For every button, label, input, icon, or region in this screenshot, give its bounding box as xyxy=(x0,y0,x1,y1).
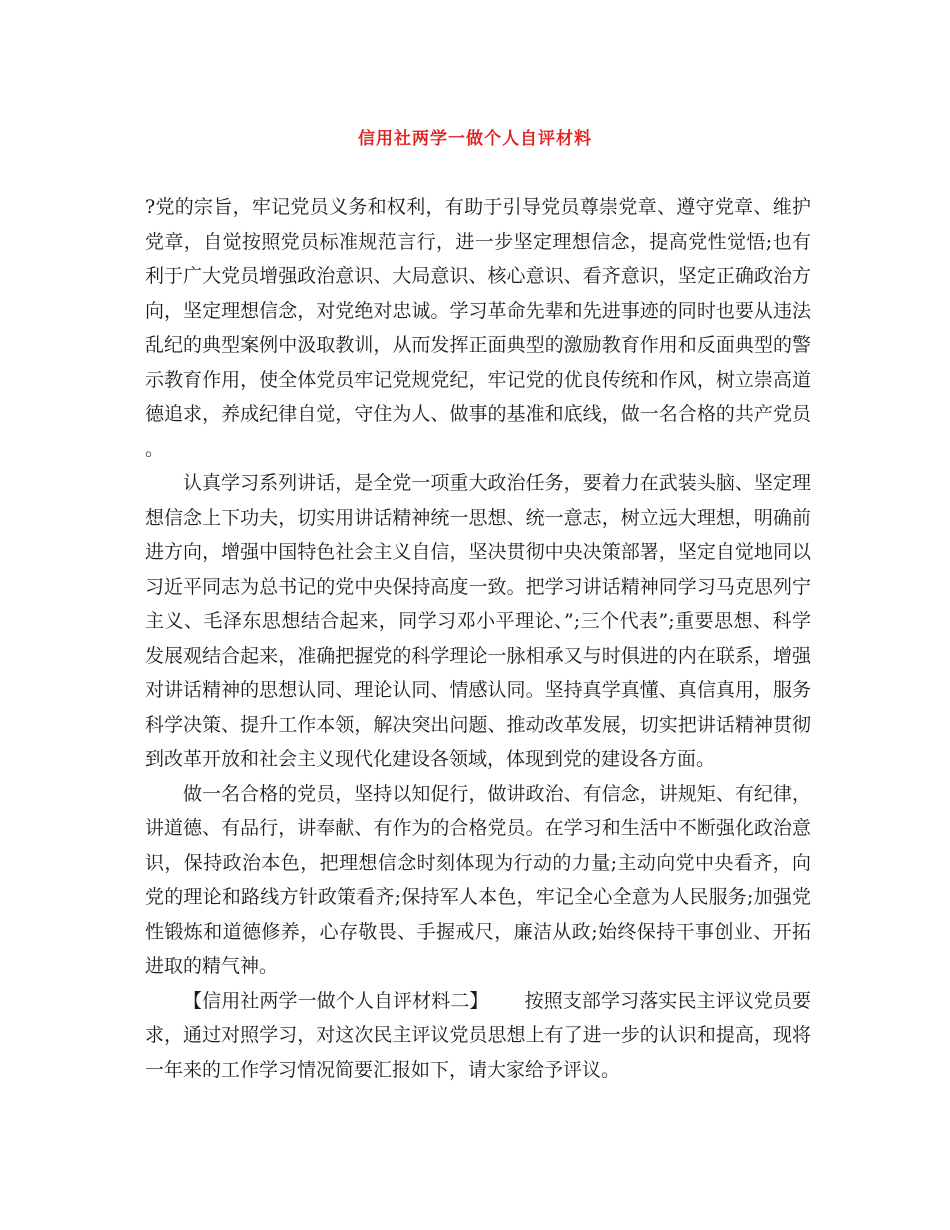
document-body xyxy=(145,190,811,1087)
paragraph-4 xyxy=(145,984,811,1088)
paragraph-1: ?党的宗旨，牢记党员义务和权利，有助于引导党员尊崇党章、遵守党章、维护党章，自觉按照党员标准规范言行，进一步坚定理想信念，提高党性觉悟;也有利于广大党员增强政治意识、大局意识、核心意识、看齐意识，坚定正确政治方向，坚定理想信念，对党绝对忠诚。学习革命先辈和先进事迹的同时也要从违法乱纪的典型案例中汲取教训，从而发挥正面典型的激励教育作用和反面典型的警示教育作用，使全体党员牢记党规党纪，牢记党的优良传统和作风，树立崇高道德追求，养成纪律自觉，守住为人、做事的基准和底线，做一名合格的共产党员。 xyxy=(145,196,811,460)
section-heading: 【信用社两学一做个人自评材料二】 xyxy=(183,989,489,1012)
paragraph-2: 认真学习系列讲话，是全党一项重大政治任务，要着力在武装头脑、坚定理想信念上下功夫，切实用讲话精神统一思想、统一意志，树立远大理想，明确前进方向，增强中国特色社会主义自信，坚决贯彻中央决策部署，坚定自觉地同以习近平同志为总书记的党中央保持高度一致。把学习讲话精神同学习马克思列宁主义、毛泽东思想结合起来，同学习邓小平理论、”;三个代表”;重要思想、科学发展观结合起来，准确把握党的科学理论一脉相承又与时俱进的内在联系，增强对讲话精神的思想认同、理论认同、情感认同。坚持真学真懂、真信真用，服务科学决策、提升工作本领，解决突出问题、推动改革发展，切实把讲话精神贯彻到改革开放和社会主义现代化建设各领域，体现到党的建设各方面。 xyxy=(145,472,811,770)
document-title: 信用社两学一做个人自评材料 xyxy=(358,129,592,149)
paragraph-4-text: 按照支部学习落实民主评议党员要求，通过对照学习，对这次民主评议党员思想上有了进一步的认识和提高，现将一年来的工作学习情况简要汇报如下，请大家给予评议。 xyxy=(145,989,811,1081)
paragraph-3: 做一名合格的党员，坚持以知促行，做讲政治、有信念，讲规矩、有纪律，讲道德、有品行，讲奉献、有作为的合格党员。在学习和生活中不断强化政治意识，保持政治本色，把理想信念时刻体现为行动的力量;主动向党中央看齐，向党的理论和路线方针政策看齐;保持军人本色，牢记全心全意为人民服务;加强党性锻炼和道德修养，心存敬畏、手握戒尺，廉洁从政;始终保持干事创业、开拓进取的精气神。 xyxy=(145,782,811,977)
